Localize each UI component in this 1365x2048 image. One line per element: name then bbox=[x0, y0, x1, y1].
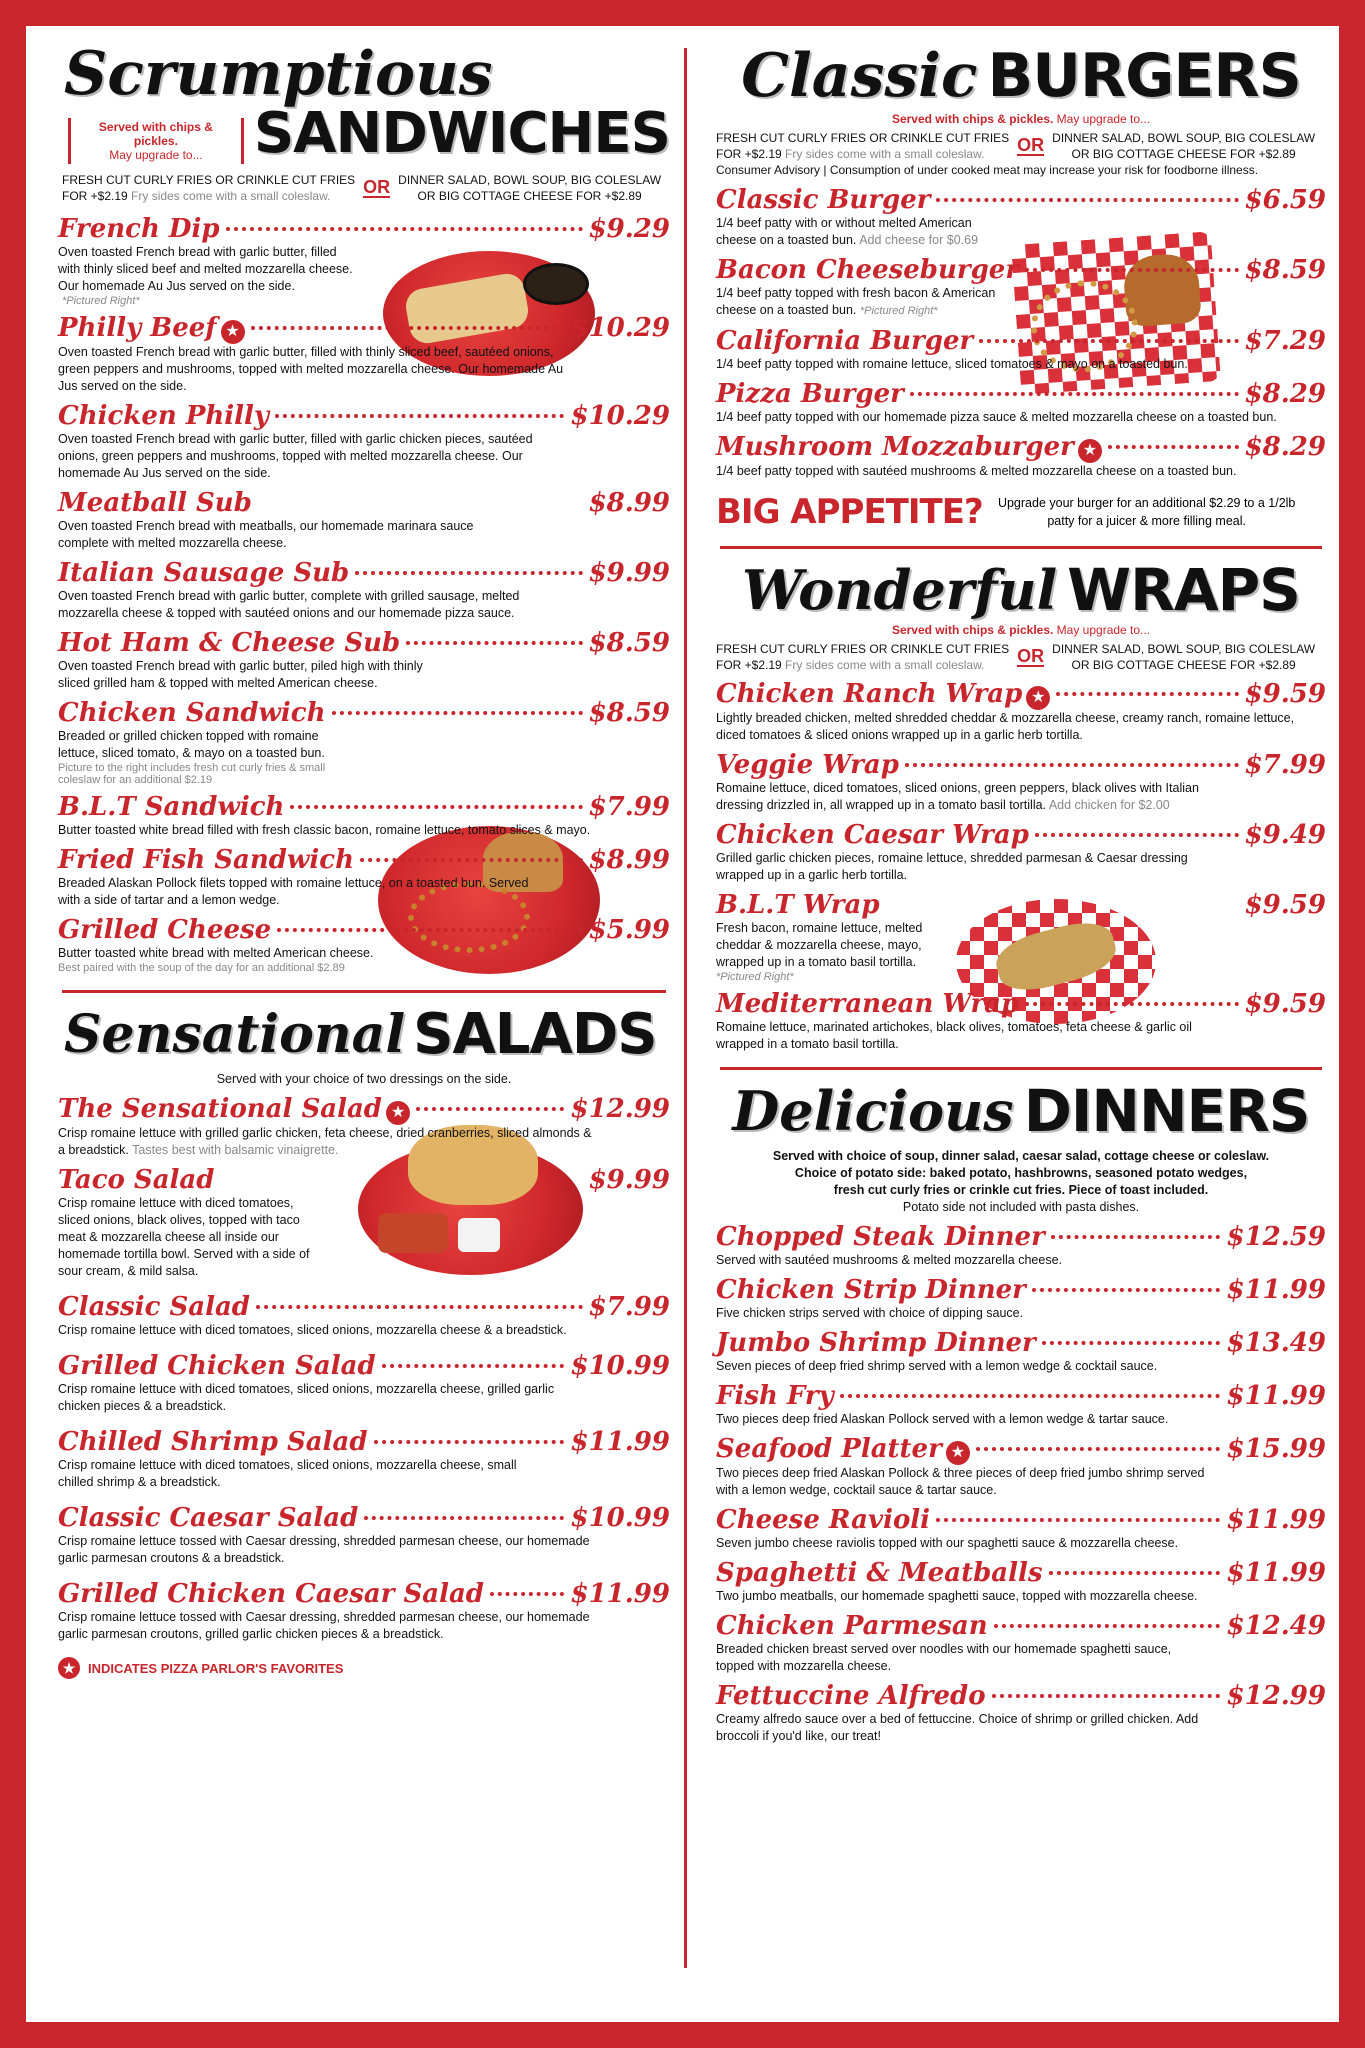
item-name: B.L.T Sandwich bbox=[58, 792, 285, 822]
item-name: Chicken Parmesan bbox=[716, 1611, 988, 1641]
leader-dots bbox=[490, 1592, 565, 1596]
column-divider bbox=[684, 48, 687, 1968]
intro-line: Choice of potato side: baked potato, hashbrowns, seasoned potato wedges, bbox=[794, 1166, 1248, 1180]
item-price: $5.99 bbox=[588, 915, 670, 945]
item-name: Chicken Caesar Wrap bbox=[716, 820, 1029, 850]
menu-item bbox=[716, 750, 1326, 814]
menu-item bbox=[716, 432, 1326, 480]
item-name: Mushroom Mozzaburger bbox=[716, 432, 1074, 462]
item-description: Romaine lettuce, marinated artichokes, black olives, tomatoes, feta cheese & garlic oil wrapped in a tomato basil tortilla. bbox=[716, 1020, 1192, 1051]
item-name: Chicken Philly bbox=[58, 401, 270, 431]
menu-item bbox=[716, 1558, 1326, 1605]
leader-dots bbox=[275, 414, 564, 418]
item-name: Chicken Sandwich bbox=[58, 698, 326, 728]
burgers-section bbox=[716, 26, 1326, 532]
sandwich-items bbox=[58, 214, 670, 974]
item-price: $8.59 bbox=[588, 628, 670, 658]
item-name: Classic Salad bbox=[58, 1292, 250, 1322]
wraps-title-script: Wonderful bbox=[742, 558, 1058, 622]
item-price: $10.99 bbox=[570, 1351, 670, 1381]
left-column bbox=[58, 26, 670, 2022]
favorite-star-icon: ★ bbox=[1026, 686, 1050, 710]
item-name: California Burger bbox=[716, 326, 974, 356]
upsell-left-note: Fry sides come with a small coleslaw. bbox=[785, 147, 985, 161]
desc-text: 1/4 beef patty topped with fresh bacon & American cheese on a toasted bun. bbox=[716, 286, 996, 317]
burgers-title-block: BURGERS bbox=[987, 41, 1301, 111]
item-description: Breaded or grilled chicken topped with romaine lettuce, sliced tomato, & mayo on a toasted bun. bbox=[58, 729, 325, 760]
item-note: *Pictured Right* bbox=[859, 305, 938, 317]
item-price: $7.29 bbox=[1244, 326, 1326, 356]
item-name: Italian Sausage Sub bbox=[58, 558, 350, 588]
served-line-2: May upgrade to... bbox=[1056, 112, 1151, 126]
item-name: Mediterranean Wrap bbox=[716, 989, 1020, 1019]
item-name: Cheese Ravioli bbox=[716, 1505, 931, 1535]
leader-dots bbox=[840, 1394, 1221, 1398]
menu-item bbox=[58, 401, 670, 482]
item-description: Two pieces deep fried Alaskan Pollock & three pieces of deep fried jumbo shrimp served with a lemon wedge, cocktail sauce & tartar sauce. bbox=[716, 1466, 1205, 1497]
menu-item bbox=[58, 1292, 670, 1339]
item-price: $8.59 bbox=[1244, 255, 1326, 285]
salads-title-block: SALADS bbox=[413, 1002, 657, 1067]
item-note: Picture to the right includes fresh cut curly fries & small coleslaw for an additional $2.19 bbox=[58, 762, 326, 786]
dinners-section bbox=[716, 1070, 1326, 1745]
burger-items bbox=[716, 185, 1326, 480]
item-price: $10.29 bbox=[570, 313, 670, 343]
item-price: $12.99 bbox=[570, 1094, 670, 1124]
item-price: $12.59 bbox=[1226, 1222, 1326, 1252]
intro-line: Served with choice of soup, dinner salad, caesar salad, cottage cheese or coleslaw. bbox=[772, 1149, 1270, 1163]
menu-item bbox=[716, 326, 1326, 373]
item-description: Grilled garlic chicken pieces, romaine lettuce, shredded parmesan & Caesar dressing wrapped up in a garlic herb tortilla. bbox=[716, 851, 1188, 882]
upsell-left-note: Fry sides come with a small coleslaw. bbox=[785, 658, 985, 672]
burgers-title-script: Classic bbox=[741, 41, 978, 111]
leader-dots bbox=[406, 641, 582, 645]
menu-item bbox=[716, 989, 1326, 1053]
favorite-star-icon: ★ bbox=[58, 1657, 80, 1679]
leader-dots bbox=[360, 858, 583, 862]
leader-dots bbox=[910, 392, 1239, 396]
served-line-1: Served with chips & pickles. bbox=[891, 112, 1054, 126]
item-name: The Sensational Salad bbox=[58, 1094, 382, 1124]
leader-dots bbox=[1051, 1235, 1221, 1239]
leader-dots bbox=[251, 326, 565, 330]
item-description: Oven toasted French bread with meatballs, our homemade marinara sauce complete with melted mozzarella cheese. bbox=[58, 519, 474, 550]
menu-item bbox=[58, 698, 670, 786]
right-column bbox=[716, 26, 1326, 2022]
intro-line: Potato side not included with pasta dishes. bbox=[902, 1200, 1140, 1214]
upsell-right: DINNER SALAD, BOWL SOUP, BIG COLESLAW bbox=[398, 173, 662, 187]
item-name: Seafood Platter bbox=[716, 1434, 942, 1464]
item-name: Pizza Burger bbox=[716, 379, 904, 409]
leader-dots bbox=[1049, 1571, 1221, 1575]
wraps-served-note bbox=[716, 623, 1326, 637]
item-price: $11.99 bbox=[1226, 1381, 1326, 1411]
item-name: Chicken Ranch Wrap bbox=[716, 679, 1023, 709]
sandwiches-section bbox=[58, 26, 670, 974]
item-description: Breaded chicken breast served over noodles with our homemade spaghetti sauce, topped with mozzarella cheese. bbox=[716, 1642, 1172, 1673]
served-line-1: Served with chips & pickles. bbox=[891, 623, 1054, 637]
item-description: Oven toasted French bread with garlic butter, complete with grilled sausage, melted mozzarella cheese & topped with sautéed onions and our homemade pizza sauce. bbox=[58, 589, 520, 620]
leader-dots bbox=[1035, 833, 1239, 837]
favorites-legend bbox=[58, 1657, 670, 1679]
item-price: $9.99 bbox=[588, 558, 670, 588]
desc-text: 1/4 beef patty with or without melted American cheese on a toasted bun. bbox=[716, 216, 972, 247]
item-name: Jumbo Shrimp Dinner bbox=[716, 1328, 1036, 1358]
item-name: Grilled Chicken Caesar Salad bbox=[58, 1579, 484, 1609]
item-description: 1/4 beef patty topped with romaine lettuce, sliced tomatoes & mayo on a toasted bun. bbox=[716, 357, 1188, 371]
item-price: $11.99 bbox=[1226, 1558, 1326, 1588]
item-name: Philly Beef bbox=[58, 313, 217, 343]
upsell-right-price: OR BIG COTTAGE CHEESE FOR +$2.89 bbox=[417, 189, 642, 203]
wraps-title-block: WRAPS bbox=[1067, 556, 1300, 624]
legend-text: INDICATES PIZZA PARLOR'S FAVORITES bbox=[88, 1660, 344, 1676]
menu-item bbox=[58, 792, 670, 839]
item-name: French Dip bbox=[58, 214, 220, 244]
favorite-star-icon: ★ bbox=[946, 1441, 970, 1465]
item-price: $12.49 bbox=[1226, 1611, 1326, 1641]
item-price: $11.99 bbox=[570, 1427, 670, 1457]
leader-dots bbox=[886, 903, 896, 907]
menu-item bbox=[716, 1611, 1326, 1675]
item-price: $8.29 bbox=[1244, 379, 1326, 409]
item-price: $8.99 bbox=[588, 488, 670, 518]
item-description: Butter toasted white bread filled with fresh classic bacon, romaine lettuce, tomato slices & mayo. bbox=[58, 823, 591, 837]
item-description bbox=[716, 285, 1006, 320]
salads-section bbox=[58, 993, 670, 1679]
item-description bbox=[716, 780, 1236, 814]
item-price: $10.29 bbox=[570, 401, 670, 431]
leader-dots bbox=[1025, 1002, 1238, 1006]
item-description: Oven toasted French bread with garlic butter, piled high with thinly sliced grilled ham & topped with melted American cheese. bbox=[58, 659, 423, 690]
item-price: $9.59 bbox=[1244, 890, 1326, 920]
item-description: Two jumbo meatballs, our homemade spaghetti sauce, topped with mozzarella cheese. bbox=[716, 1589, 1198, 1603]
item-name: Bacon Cheeseburger bbox=[716, 255, 1020, 285]
sandwiches-served-note bbox=[68, 118, 244, 164]
item-description: Two pieces deep fried Alaskan Pollock served with a lemon wedge & tartar sauce. bbox=[716, 1412, 1169, 1426]
item-price: $12.99 bbox=[1226, 1681, 1326, 1711]
item-price: $8.99 bbox=[588, 845, 670, 875]
leader-dots bbox=[290, 805, 582, 809]
burgers-served-note bbox=[716, 112, 1326, 126]
item-price: $6.59 bbox=[1244, 185, 1326, 215]
item-price: $11.99 bbox=[1226, 1275, 1326, 1305]
item-name: B.L.T Wrap bbox=[716, 890, 880, 920]
item-description: Creamy alfredo sauce over a bed of fettuccine. Choice of shrimp or grilled chicken. Add broccoli if you'd like, our treat! bbox=[716, 1712, 1199, 1743]
item-name: Fish Fry bbox=[716, 1381, 834, 1411]
wraps-section bbox=[716, 549, 1326, 1053]
leader-dots bbox=[905, 763, 1239, 767]
big-appetite-text: Upgrade your burger for an additional $2.29 to a 1/2lb patty for a juicer & more filling meal. bbox=[997, 496, 1296, 528]
menu-item bbox=[58, 1094, 670, 1159]
item-description: Oven toasted French bread with garlic butter, filled with thinly sliced beef and melted mozzarella cheese. Our homemade Au Jus served on the side. bbox=[58, 245, 353, 293]
upsell-left-price: FOR +$2.19 bbox=[716, 147, 782, 161]
item-price: $11.99 bbox=[570, 1579, 670, 1609]
menu-item bbox=[58, 915, 670, 974]
item-price: $11.99 bbox=[1226, 1505, 1326, 1535]
leader-dots bbox=[1025, 268, 1239, 272]
leader-dots bbox=[374, 1440, 565, 1444]
leader-dots bbox=[364, 1516, 564, 1520]
or-label: OR bbox=[363, 177, 391, 197]
desc-text: Crisp romaine lettuce with grilled garlic chicken, feta cheese, dried cranberries, sliced almonds & a breadstick. bbox=[58, 1126, 592, 1157]
menu-item bbox=[716, 185, 1326, 249]
item-note: Tastes best with balsamic vinaigrette. bbox=[132, 1143, 339, 1157]
item-description: Crisp romaine lettuce with diced tomatoes, sliced onions, mozzarella cheese & a breadstick. bbox=[58, 1323, 567, 1337]
leader-dots bbox=[258, 501, 583, 505]
burgers-upsell bbox=[716, 130, 1326, 162]
item-name: Chicken Strip Dinner bbox=[716, 1275, 1026, 1305]
menu-item bbox=[58, 488, 670, 552]
upsell-right-price: OR BIG COTTAGE CHEESE FOR +$2.89 bbox=[1071, 147, 1296, 161]
menu-item bbox=[716, 679, 1326, 744]
item-price: $9.59 bbox=[1244, 989, 1326, 1019]
item-name: Chilled Shrimp Salad bbox=[58, 1427, 368, 1457]
item-price: $13.49 bbox=[1226, 1328, 1326, 1358]
item-note: Add chicken for $2.00 bbox=[1048, 798, 1170, 812]
item-name: Spaghetti & Meatballs bbox=[716, 1558, 1043, 1588]
item-description: Five chicken strips served with choice of dipping sauce. bbox=[716, 1306, 1024, 1320]
menu-item bbox=[716, 1328, 1326, 1375]
upsell-right-price: OR BIG COTTAGE CHEESE FOR +$2.89 bbox=[1071, 658, 1296, 672]
item-description: 1/4 beef patty topped with sautéed mushrooms & melted mozzarella cheese on a toasted bun. bbox=[716, 464, 1237, 478]
item-price: $7.99 bbox=[588, 1292, 670, 1322]
menu-item bbox=[58, 558, 670, 622]
menu-item bbox=[716, 1275, 1326, 1322]
item-name: Classic Caesar Salad bbox=[58, 1503, 359, 1533]
or-label: OR bbox=[1017, 646, 1045, 666]
item-description bbox=[716, 215, 1006, 249]
menu-item bbox=[716, 1681, 1326, 1745]
item-description: Crisp romaine lettuce with diced tomatoes, sliced onions, mozzarella cheese, grilled garlic chicken pieces & a breadstick. bbox=[58, 1382, 555, 1413]
item-name: Grilled Chicken Salad bbox=[58, 1351, 376, 1381]
item-price: $7.99 bbox=[588, 792, 670, 822]
leader-dots bbox=[976, 1447, 1221, 1451]
desc-text: Romaine lettuce, diced tomatoes, sliced onions, green peppers, black olives with Italian dressing drizzled in, all wrapped up in a tomato basil tortilla. bbox=[716, 781, 1199, 812]
leader-dots bbox=[220, 1178, 230, 1182]
leader-dots bbox=[936, 1518, 1220, 1522]
leader-dots bbox=[416, 1107, 565, 1111]
menu-item bbox=[58, 845, 670, 909]
item-note: Best paired with the soup of the day for an additional $2.89 bbox=[58, 962, 345, 974]
leader-dots bbox=[1032, 1288, 1221, 1292]
leader-dots bbox=[1056, 692, 1238, 696]
item-price: $9.29 bbox=[588, 214, 670, 244]
upsell-left: FRESH CUT CURLY FRIES OR CRINKLE CUT FRIES bbox=[716, 642, 1010, 656]
item-description: Oven toasted French bread with garlic butter, filled with thinly sliced beef, sautéed onions, green peppers and mushrooms, topped with melted mozzarella cheese. Our homemade Au Jus served on the side. bbox=[58, 345, 564, 393]
favorite-star-icon: ★ bbox=[386, 1101, 410, 1125]
served-line-1: Served with chips & pickles. bbox=[98, 120, 213, 148]
item-price: $8.29 bbox=[1244, 432, 1326, 462]
dinner-items bbox=[716, 1222, 1326, 1745]
menu-item bbox=[716, 820, 1326, 884]
item-description: Oven toasted French bread with garlic butter, filled with garlic chicken pieces, sautéed onions, green peppers and mushrooms, topped with melted mozzarella cheese. Our homemade Au Jus served on the side. bbox=[58, 432, 533, 480]
menu-item bbox=[58, 1351, 670, 1415]
item-name: Hot Ham & Cheese Sub bbox=[58, 628, 401, 658]
wraps-upsell bbox=[716, 641, 1326, 673]
or-label: OR bbox=[1017, 135, 1045, 155]
served-line-2: May upgrade to... bbox=[109, 148, 203, 162]
menu-item bbox=[58, 1165, 670, 1280]
leader-dots bbox=[332, 711, 583, 715]
upsell-right: DINNER SALAD, BOWL SOUP, BIG COLESLAW bbox=[1052, 131, 1316, 145]
item-name: Meatball Sub bbox=[58, 488, 252, 518]
upsell-left-note: Fry sides come with a small coleslaw. bbox=[131, 189, 331, 203]
item-note: *Pictured Right* bbox=[62, 295, 140, 307]
salads-served-note: Served with your choice of two dressings on the side. bbox=[216, 1072, 512, 1086]
intro-line: fresh cut curly fries or crinkle cut fries. Piece of toast included. bbox=[833, 1183, 1209, 1197]
menu-item bbox=[716, 1381, 1326, 1428]
item-price: $15.99 bbox=[1226, 1434, 1326, 1464]
big-appetite-title: BIG APPETITE? bbox=[716, 492, 983, 532]
menu-item bbox=[58, 1579, 670, 1643]
upsell-left: FRESH CUT CURLY FRIES OR CRINKLE CUT FRIES bbox=[62, 173, 356, 187]
item-name: Fettuccine Alfredo bbox=[716, 1681, 986, 1711]
menu-item bbox=[58, 628, 670, 692]
item-price: $8.59 bbox=[588, 698, 670, 728]
item-description bbox=[58, 1125, 598, 1159]
menu-item bbox=[716, 1505, 1326, 1552]
item-name: Fried Fish Sandwich bbox=[58, 845, 354, 875]
menu-item bbox=[716, 379, 1326, 426]
menu-item bbox=[716, 1434, 1326, 1499]
sandwiches-title-script: Scrumptious bbox=[64, 39, 493, 109]
leader-dots bbox=[226, 227, 583, 231]
upsell-right: DINNER SALAD, BOWL SOUP, BIG COLESLAW bbox=[1052, 642, 1316, 656]
salad-items bbox=[58, 1094, 670, 1643]
menu-item bbox=[58, 1503, 670, 1567]
item-price: $10.99 bbox=[570, 1503, 670, 1533]
leader-dots bbox=[277, 928, 582, 932]
favorite-star-icon: ★ bbox=[1078, 439, 1102, 463]
item-note: *Pictured Right* bbox=[716, 971, 794, 983]
item-name: Grilled Cheese bbox=[58, 915, 272, 945]
item-price: $9.99 bbox=[588, 1165, 670, 1195]
item-description: Crisp romaine lettuce tossed with Caesar dressing, shredded parmesan cheese, our homemade garlic parmesan croutons & a breadstick. bbox=[58, 1534, 590, 1565]
menu-item bbox=[716, 255, 1326, 320]
item-name: Taco Salad bbox=[58, 1165, 215, 1195]
leader-dots bbox=[992, 1694, 1221, 1698]
leader-dots bbox=[1042, 1341, 1221, 1345]
leader-dots bbox=[1108, 445, 1239, 449]
dinners-intro bbox=[716, 1148, 1326, 1216]
item-description: Crisp romaine lettuce with diced tomatoes, sliced onions, black olives, topped with taco meat & mozzarella cheese all inside our homemade tortilla bowl. Served with a side of sour cream, & mild salsa. bbox=[58, 1196, 310, 1278]
item-description: Lightly breaded chicken, melted shredded cheddar & mozzarella cheese, creamy ranch, romaine lettuce, diced tomatoes & sliced onions wrapped up in a garlic herb tortilla. bbox=[716, 711, 1295, 742]
salads-title-script: Sensational bbox=[64, 1004, 406, 1065]
menu-item bbox=[58, 1427, 670, 1491]
leader-dots bbox=[979, 339, 1238, 343]
sandwiches-title-block: SANDWICHES bbox=[253, 101, 670, 166]
dinners-title-script: Delicious bbox=[732, 1079, 1014, 1143]
served-line-2: May upgrade to... bbox=[1056, 623, 1151, 637]
menu-page bbox=[26, 26, 1339, 2022]
leader-dots bbox=[256, 1305, 583, 1309]
menu-item bbox=[716, 890, 1326, 983]
item-name: Veggie Wrap bbox=[716, 750, 899, 780]
item-price: $9.59 bbox=[1244, 679, 1326, 709]
leader-dots bbox=[994, 1624, 1221, 1628]
item-description: Crisp romaine lettuce tossed with Caesar dressing, shredded parmesan cheese, our homemade garlic parmesan croutons, grilled garlic chicken pieces & a breadstick. bbox=[58, 1610, 590, 1641]
upsell-left-price: FOR +$2.19 bbox=[62, 189, 128, 203]
item-name: Chopped Steak Dinner bbox=[716, 1222, 1045, 1252]
consumer-advisory: Consumer Advisory | Consumption of under cooked meat may increase your risk for foodborne illness. bbox=[716, 163, 1259, 177]
menu-item bbox=[716, 1222, 1326, 1269]
leader-dots bbox=[936, 198, 1238, 202]
wrap-items bbox=[716, 679, 1326, 1053]
leader-dots bbox=[382, 1364, 565, 1368]
big-appetite-banner bbox=[716, 492, 1326, 532]
item-price: $9.49 bbox=[1244, 820, 1326, 850]
item-description: Butter toasted white bread with melted American cheese. bbox=[58, 946, 374, 960]
item-description: Seven pieces of deep fried shrimp served with a lemon wedge & cocktail sauce. bbox=[716, 1359, 1158, 1373]
leader-dots bbox=[355, 571, 582, 575]
item-note: Add cheese for $0.69 bbox=[859, 233, 979, 247]
menu-item bbox=[58, 313, 670, 395]
item-name: Classic Burger bbox=[716, 185, 931, 215]
dinners-title-block: DINNERS bbox=[1023, 1077, 1310, 1145]
item-description: 1/4 beef patty topped with our homemade pizza sauce & melted mozzarella cheese on a toasted bun. bbox=[716, 410, 1277, 424]
item-description: Served with sautéed mushrooms & melted mozzarella cheese. bbox=[716, 1253, 1062, 1267]
item-description: Crisp romaine lettuce with diced tomatoes, sliced onions, mozzarella cheese, small chilled shrimp & a breadstick. bbox=[58, 1458, 517, 1489]
item-description: Seven jumbo cheese raviolis topped with our spaghetti sauce & mozzarella cheese. bbox=[716, 1536, 1179, 1550]
upsell-left-price: FOR +$2.19 bbox=[716, 658, 782, 672]
item-description: Breaded Alaskan Pollock filets topped with romaine lettuce, on a toasted bun. Served with a side of tartar and a lemon wedge. bbox=[58, 876, 529, 907]
favorite-star-icon: ★ bbox=[221, 320, 245, 344]
upsell-left: FRESH CUT CURLY FRIES OR CRINKLE CUT FRIES bbox=[716, 131, 1010, 145]
sandwiches-upsell bbox=[62, 172, 670, 204]
menu-item bbox=[58, 214, 670, 307]
item-description: Fresh bacon, romaine lettuce, melted cheddar & mozzarella cheese, mayo, wrapped up in a tomato basil tortilla. bbox=[716, 921, 923, 969]
item-price: $7.99 bbox=[1244, 750, 1326, 780]
